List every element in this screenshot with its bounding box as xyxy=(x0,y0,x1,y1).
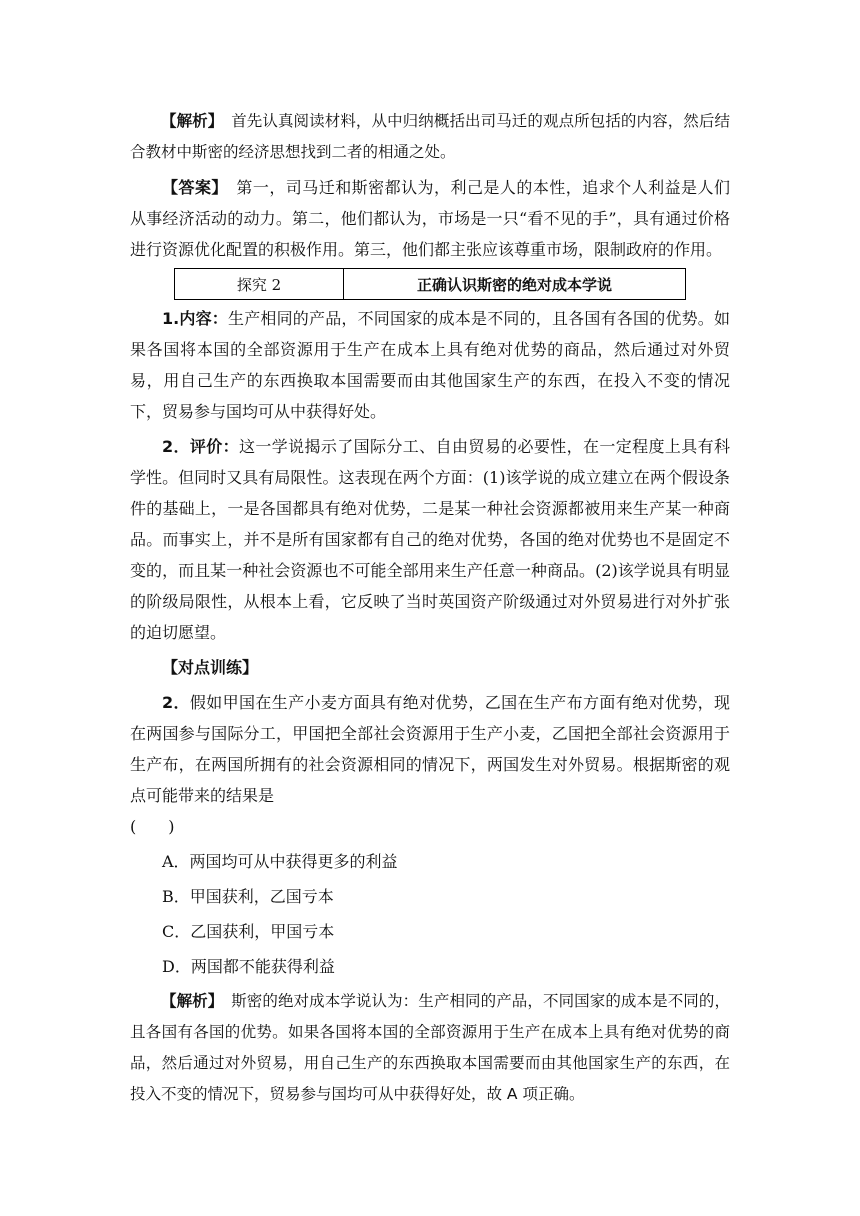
question-text: 假如甲国在生产小麦方面具有绝对优势，乙国在生产布方面有绝对优势，现在两国参与国际分工，甲国把全部社会资源用于生产小麦，乙国把全部社会资源用于生产布，在两国所拥有的社会资源相同的情况下，两国发生对外贸易。根据斯密的观点可能带来的结果是 xyxy=(130,693,730,805)
analysis-paragraph-2 xyxy=(130,986,730,1110)
option-b: B．甲国获利，乙国亏本 xyxy=(162,887,334,906)
topic-box xyxy=(174,268,686,300)
content-label: 1.内容： xyxy=(162,309,229,328)
analysis-text-2: 斯密的绝对成本学说认为：生产相同的产品，不同国家的成本是不同的，且各国有各国的优势。如果各国将本国的全部资源用于生产在成本上具有绝对优势的商品，然后通过对外贸易，用自己生产的东西换取本国需要而由其他国家生产的东西，在投入不变的情况下，贸易参与国均可从中获得好处，故 A 项正确。 xyxy=(130,992,730,1103)
content-text: 生产相同的产品，不同国家的成本是不同的，且各国有各国的优势。如果各国将本国的全部资源用于生产在成本上具有绝对优势的商品，然后通过对外贸易，用自己生产的东西换取本国需要而由其他国家生产的东西，在投入不变的情况下，贸易参与国均可从中获得好处。 xyxy=(130,309,730,421)
answer-blank xyxy=(130,811,730,842)
analysis-paragraph-1 xyxy=(130,106,730,168)
option-d: D．两国都不能获得利益 xyxy=(162,957,335,976)
option-c: C．乙国获利，甲国亏本 xyxy=(162,922,335,941)
topic-number: 探究 2 xyxy=(175,269,344,300)
option-a: A．两国均可从中获得更多的利益 xyxy=(162,852,398,871)
topic-title: 正确认识斯密的绝对成本学说 xyxy=(344,269,686,300)
analysis-text: 首先认真阅读材料，从中归纳概括出司马迁的观点所包括的内容，然后结合教材中斯密的经济思想找到二者的相通之处。 xyxy=(130,112,730,161)
practice-heading-text: 【对点训练】 xyxy=(162,658,259,677)
answer-blank-text: ( ) xyxy=(130,817,175,836)
answer-text: 第一，司马迁和斯密都认为，利己是人的本性，追求个人利益是人们从事经济活动的动力。第二，他们都认为，市场是一只“看不见的手”，具有通过价格进行资源优化配置的积极作用。第三，他们都主张应该尊重市场，限制政府的作用。 xyxy=(130,178,730,259)
question-number: 2． xyxy=(162,693,190,712)
evaluation-paragraph xyxy=(130,431,730,648)
document-page xyxy=(130,106,730,1110)
analysis-tag-2: 【解析】 xyxy=(161,992,216,1010)
answer-paragraph xyxy=(130,172,730,265)
analysis-tag: 【解析】 xyxy=(161,112,216,130)
answer-tag: 【答案】 xyxy=(162,178,220,197)
practice-heading xyxy=(130,652,730,683)
question-paragraph xyxy=(130,687,730,811)
evaluation-text: 这一学说揭示了国际分工、自由贸易的必要性，在一定程度上具有科学性。但同时又具有局限性。这表现在两个方面：(1)该学说的成立建立在两个假设条件的基础上，一是各国都具有绝对优势，二是某一种社会资源都被用来生产某一种商品。而事实上，并不是所有国家都有自己的绝对优势，各国的绝对优势也不是固定不变的，而且某一种社会资源也不可能全部用来生产任意一种商品。(2)该学说具有明显的阶级局限性，从根本上看，它反映了当时英国资产阶级通过对外贸易进行对外扩张的迫切愿望。 xyxy=(130,437,730,642)
evaluation-label: 2．评价： xyxy=(162,437,240,456)
content-paragraph xyxy=(130,303,730,427)
